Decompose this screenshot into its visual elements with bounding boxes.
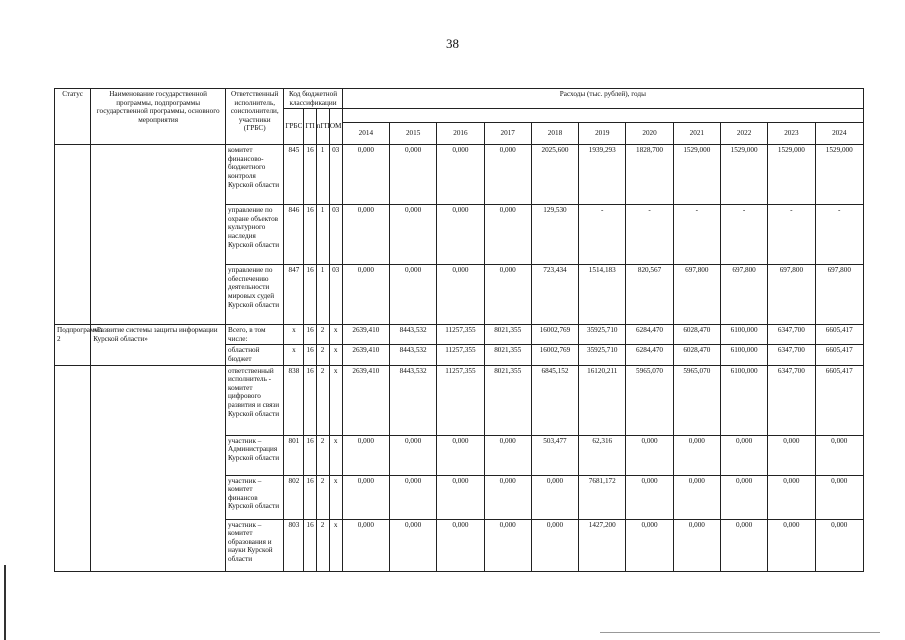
row-code: 1	[316, 205, 329, 265]
row-value: 0,000	[389, 205, 436, 265]
header-code-om: ОМ	[329, 109, 342, 145]
row-value: 0,000	[389, 475, 436, 519]
header-responsible: Ответственный исполнитель, соисполнители, участники (ГРБС)	[226, 89, 284, 145]
row-value: 6605,417	[815, 365, 863, 435]
row-value: 0,000	[484, 475, 531, 519]
row-value: 0,000	[626, 475, 673, 519]
row-value: 5965,070	[626, 365, 673, 435]
row-value: 35925,710	[579, 325, 626, 345]
header-name: Наименование государственной программы, подпрограммы государственной программы, основного мероприятия	[91, 89, 226, 145]
row-value: 0,000	[437, 435, 484, 475]
row-value: 503,477	[531, 435, 578, 475]
row-value: 0,000	[342, 145, 389, 205]
row-value: 0,000	[815, 519, 863, 571]
row-value: 6100,000	[720, 325, 767, 345]
row-value: 129,530	[531, 205, 578, 265]
row-value: 0,000	[342, 435, 389, 475]
row-value: 0,000	[626, 519, 673, 571]
row-value: 0,000	[768, 435, 815, 475]
row-value: 0,000	[768, 475, 815, 519]
row-code: 2	[316, 325, 329, 345]
row-value: -	[579, 205, 626, 265]
row-value: 0,000	[673, 475, 720, 519]
row-responsible: управление по обеспечению деятельности мировых судей Курской области	[226, 265, 284, 325]
row-value: 0,000	[342, 265, 389, 325]
row-value: 16002,769	[531, 325, 578, 345]
row-value: 0,000	[342, 519, 389, 571]
row-value: 2639,410	[342, 365, 389, 435]
row-value: 6605,417	[815, 325, 863, 345]
row-value: 6605,417	[815, 345, 863, 365]
row-value: 6845,152	[531, 365, 578, 435]
row-value: 0,000	[389, 519, 436, 571]
row-code: х	[329, 475, 342, 519]
row-value: 723,434	[531, 265, 578, 325]
row-value: 16120,211	[579, 365, 626, 435]
row-value: 7681,172	[579, 475, 626, 519]
row-responsible: областной бюджет	[226, 345, 284, 365]
budget-table	[54, 88, 864, 572]
row-value: 1514,183	[579, 265, 626, 325]
row-value: -	[720, 205, 767, 265]
row-value: 0,000	[342, 475, 389, 519]
page-number: 38	[446, 36, 459, 51]
row-code: х	[284, 345, 304, 365]
row-value: 6284,470	[626, 325, 673, 345]
row-value: 6100,000	[720, 345, 767, 365]
header-status: Статус	[55, 89, 91, 145]
row-value: 35925,710	[579, 345, 626, 365]
row-status	[55, 365, 91, 571]
row-code: 2	[316, 365, 329, 435]
row-value: 0,000	[437, 265, 484, 325]
row-code: 16	[304, 145, 316, 205]
row-value: 0,000	[484, 145, 531, 205]
row-value: 1939,293	[579, 145, 626, 205]
row-code: 801	[284, 435, 304, 475]
row-code: 03	[329, 205, 342, 265]
header-year: 2015	[389, 123, 436, 145]
row-code: 2	[316, 519, 329, 571]
row-value: 8021,355	[484, 365, 531, 435]
row-value: 0,000	[437, 475, 484, 519]
row-value: 2025,600	[531, 145, 578, 205]
header-year: 2014	[342, 123, 389, 145]
row-value: 0,000	[389, 145, 436, 205]
row-value: 0,000	[720, 519, 767, 571]
row-value: -	[815, 205, 863, 265]
table-body	[55, 145, 864, 571]
row-code: х	[329, 519, 342, 571]
row-value: 8443,532	[389, 325, 436, 345]
row-value: 0,000	[389, 265, 436, 325]
row-value: 0,000	[531, 475, 578, 519]
bottom-margin-line	[600, 632, 880, 633]
row-value: 6028,470	[673, 325, 720, 345]
row-name: «Развитие системы защиты информации Курской области»	[91, 325, 226, 365]
row-name	[91, 365, 226, 571]
header-year: 2020	[626, 123, 673, 145]
row-code: х	[329, 365, 342, 435]
header-year: 2023	[768, 123, 815, 145]
row-code: 16	[304, 265, 316, 325]
row-value: 11257,355	[437, 325, 484, 345]
row-code: 846	[284, 205, 304, 265]
row-code: 03	[329, 265, 342, 325]
row-value: -	[768, 205, 815, 265]
table-row	[55, 325, 864, 345]
row-value: 697,800	[815, 265, 863, 325]
row-code: х	[329, 325, 342, 345]
row-responsible: ответственный исполнитель - комитет цифрового развития и связи Курской области	[226, 365, 284, 435]
row-value: 6347,700	[768, 365, 815, 435]
row-value: 0,000	[437, 145, 484, 205]
row-value: 0,000	[531, 519, 578, 571]
row-code: х	[329, 345, 342, 365]
row-value: 2639,410	[342, 325, 389, 345]
header-year: 2024	[815, 123, 863, 145]
row-code: 16	[304, 325, 316, 345]
row-code: 16	[304, 435, 316, 475]
left-margin-line	[4, 565, 6, 640]
header-year: 2018	[531, 123, 578, 145]
row-responsible: участник – Администрация Курской области	[226, 435, 284, 475]
row-code: 16	[304, 365, 316, 435]
row-value: 8021,355	[484, 345, 531, 365]
row-value: 820,567	[626, 265, 673, 325]
row-value: 2639,410	[342, 345, 389, 365]
row-value: 5965,070	[673, 365, 720, 435]
header-code-pgp: пГП	[316, 109, 329, 145]
table-row	[55, 365, 864, 435]
row-value: 1529,000	[768, 145, 815, 205]
row-code: х	[329, 435, 342, 475]
row-value: 6028,470	[673, 345, 720, 365]
header-year: 2017	[484, 123, 531, 145]
row-status: Подпрограмма 2	[55, 325, 91, 365]
header-year: 2021	[673, 123, 720, 145]
row-responsible: управление по охране объектов культурного наследия Курской области	[226, 205, 284, 265]
row-value: 8443,532	[389, 345, 436, 365]
row-responsible: участник – комитет образования и науки Курской области	[226, 519, 284, 571]
row-code: 2	[316, 475, 329, 519]
row-code: 1	[316, 145, 329, 205]
row-value: 0,000	[768, 519, 815, 571]
row-value: 0,000	[437, 205, 484, 265]
row-value: 62,316	[579, 435, 626, 475]
row-value: 0,000	[484, 265, 531, 325]
header-code-grbs: ГРБС	[284, 109, 304, 145]
row-value: 8021,355	[484, 325, 531, 345]
row-value: 1529,000	[673, 145, 720, 205]
row-responsible: участник – комитет финансов Курской области	[226, 475, 284, 519]
header-year: 2019	[579, 123, 626, 145]
row-value: 0,000	[673, 435, 720, 475]
row-code: 803	[284, 519, 304, 571]
row-value: 0,000	[484, 435, 531, 475]
row-code: 845	[284, 145, 304, 205]
row-value: 0,000	[815, 435, 863, 475]
row-code: 838	[284, 365, 304, 435]
row-code: 16	[304, 205, 316, 265]
row-value: 1529,000	[815, 145, 863, 205]
row-value: 16002,769	[531, 345, 578, 365]
row-value: 1828,700	[626, 145, 673, 205]
row-value: 0,000	[720, 435, 767, 475]
row-responsible: Всего, в том числе:	[226, 325, 284, 345]
row-value: 6347,700	[768, 345, 815, 365]
row-value: 6100,000	[720, 365, 767, 435]
table-row	[55, 145, 864, 205]
row-value: 6347,700	[768, 325, 815, 345]
header-year: 2016	[437, 123, 484, 145]
row-value: 0,000	[389, 435, 436, 475]
row-code: 16	[304, 475, 316, 519]
row-code: 16	[304, 519, 316, 571]
row-code: 847	[284, 265, 304, 325]
row-code: 03	[329, 145, 342, 205]
row-value: 1427,200	[579, 519, 626, 571]
row-value: -	[673, 205, 720, 265]
row-code: 2	[316, 345, 329, 365]
row-value: 0,000	[437, 519, 484, 571]
row-value: 6284,470	[626, 345, 673, 365]
row-responsible: комитет финансово-бюджетного контроля Курской области	[226, 145, 284, 205]
row-value: 697,800	[720, 265, 767, 325]
row-code: 1	[316, 265, 329, 325]
row-value: 0,000	[342, 205, 389, 265]
row-code: 2	[316, 435, 329, 475]
header-year: 2022	[720, 123, 767, 145]
row-status	[55, 145, 91, 325]
row-value: 0,000	[815, 475, 863, 519]
row-value: 0,000	[720, 475, 767, 519]
header-code-gp: ГП	[304, 109, 316, 145]
row-value: 0,000	[626, 435, 673, 475]
row-value: 697,800	[768, 265, 815, 325]
row-code: 16	[304, 345, 316, 365]
row-name	[91, 145, 226, 325]
row-value: 697,800	[673, 265, 720, 325]
row-value: 0,000	[484, 205, 531, 265]
row-value: 8443,532	[389, 365, 436, 435]
header-budget-code: Код бюджетной классификации	[284, 89, 342, 109]
header-expenses: Расходы (тыс. рублей), годы	[342, 89, 863, 109]
row-code: х	[284, 325, 304, 345]
row-value: 11257,355	[437, 345, 484, 365]
row-value: 0,000	[484, 519, 531, 571]
row-value: 11257,355	[437, 365, 484, 435]
row-code: 802	[284, 475, 304, 519]
row-value: -	[626, 205, 673, 265]
row-value: 1529,000	[720, 145, 767, 205]
row-value: 0,000	[673, 519, 720, 571]
